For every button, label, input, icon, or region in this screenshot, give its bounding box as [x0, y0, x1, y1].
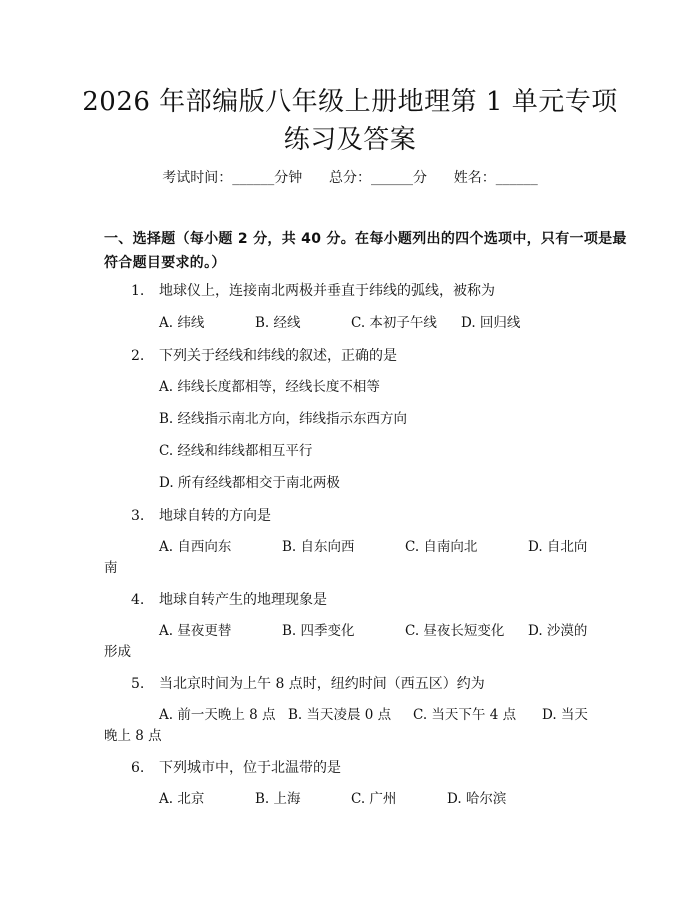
option-d-wrapped-text: 形成	[104, 644, 131, 660]
option-a: A. 北京	[159, 791, 205, 807]
question-text: 地球自转的方向是	[159, 508, 271, 524]
option-a: A. 自西向东	[159, 539, 232, 555]
option-d: D. 哈尔滨	[447, 791, 507, 807]
option-a: A. 纬线长度都相等，经线长度不相等	[159, 379, 380, 395]
document-title-line-2: 练习及答案	[283, 125, 417, 155]
question-number: 3.	[131, 508, 145, 524]
option-c: C. 本初子午线	[351, 315, 437, 331]
option-d: D. 自北向	[528, 539, 588, 555]
option-d: D. 沙漠的	[528, 623, 588, 639]
option-b: B. 四季变化	[282, 623, 355, 639]
option-d-wrapped-text: 晚上 8 点	[104, 728, 162, 744]
option-d-wrapped-text: 南	[104, 560, 118, 576]
option-b: B. 经线	[255, 315, 301, 331]
section-heading-line-2: 符合题目要求的。）	[104, 255, 226, 271]
section-heading	[104, 229, 627, 273]
option-c: C. 昼夜长短变化	[405, 623, 505, 639]
option-d: D. 回归线	[461, 315, 521, 331]
question-text: 当北京时间为上午 8 点时，纽约时间（西五区）约为	[159, 676, 485, 692]
option-c: C. 广州	[351, 791, 397, 807]
question-number: 5.	[131, 676, 145, 692]
option-a: A. 前一天晚上 8 点	[159, 707, 276, 723]
question-number: 1.	[131, 283, 145, 299]
option-b: B. 经线指示南北方向，纬线指示东西方向	[159, 411, 408, 427]
option-b: B. 当天凌晨 0 点	[288, 707, 392, 723]
question-text: 下列关于经线和纬线的叙述，正确的是	[159, 348, 397, 364]
option-a: A. 昼夜更替	[159, 623, 232, 639]
option-b: B. 自东向西	[282, 539, 355, 555]
option-c: C. 自南向北	[405, 539, 478, 555]
option-d: D. 当天	[542, 707, 588, 723]
question-number: 6.	[131, 760, 145, 776]
question-text: 下列城市中，位于北温带的是	[159, 760, 341, 776]
question-number: 2.	[131, 348, 145, 364]
question-number: 4.	[131, 592, 145, 608]
section-heading-line-1: 一、选择题（每小题 2 分，共 40 分。在每小题列出的四个选项中，只有一项是最	[104, 231, 627, 247]
question-text: 地球自转产生的地理现象是	[159, 592, 327, 608]
option-b: B. 上海	[255, 791, 301, 807]
exam-info-line: 考试时间：______分钟 总分：______分 姓名：______	[162, 170, 538, 186]
option-c: C. 当天下午 4 点	[413, 707, 517, 723]
question-text: 地球仪上，连接南北两极并垂直于纬线的弧线，被称为	[159, 283, 495, 299]
document-title-line-1: 2026 年部编版八年级上册地理第 1 单元专项	[82, 87, 618, 117]
option-c: C. 经线和纬线都相互平行	[159, 443, 313, 459]
option-d: D. 所有经线都相交于南北两极	[159, 475, 340, 491]
option-a: A. 纬线	[159, 315, 205, 331]
